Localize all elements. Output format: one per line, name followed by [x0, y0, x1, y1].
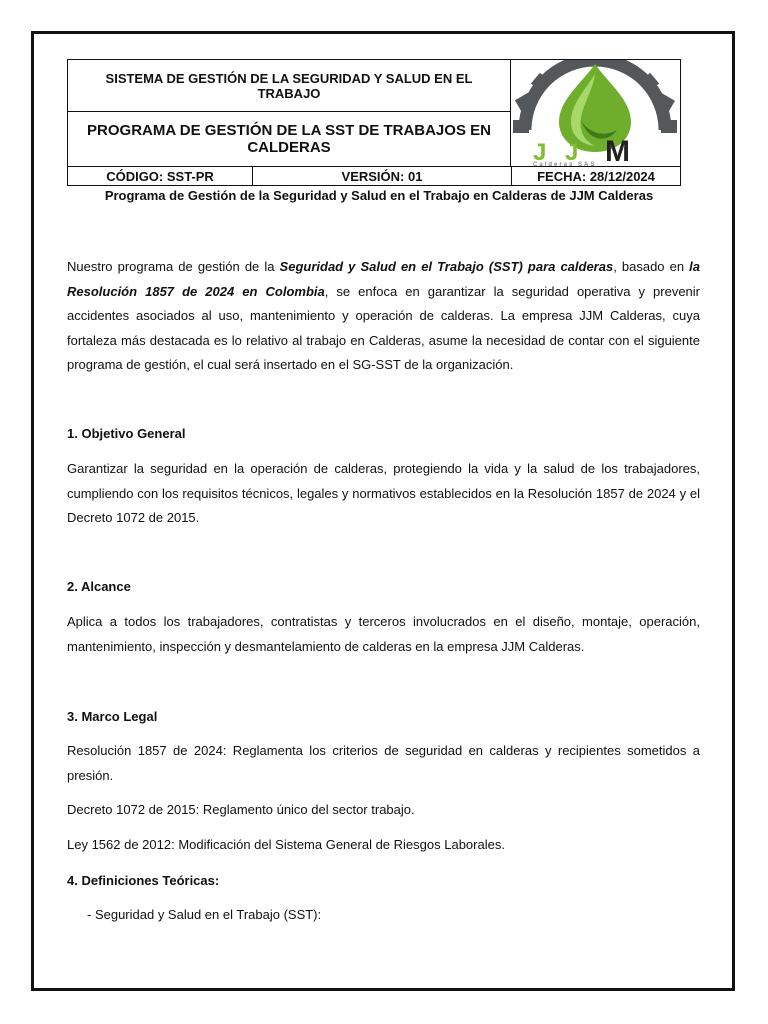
system-title-cell [67, 59, 511, 112]
scope-text: Aplica a todos los trabajadores, contratistas y terceros involucrados en el diseño, montaje, operación, mantenimiento, inspección y desmantelamiento de calderas en la empresa JJM Calderas. [67, 614, 700, 654]
scope-heading: 2. Alcance [67, 579, 131, 594]
document-header-table [67, 59, 681, 186]
version-cell [252, 166, 512, 186]
definitions-heading: 4. Definiciones Teóricas: [67, 873, 220, 888]
document-subtitle: Programa de Gestión de la Seguridad y Salud en el Trabajo en Calderas de JJM Calderas [104, 188, 654, 203]
legal-item: Ley 1562 de 2012: Modificación del Sistema General de Riesgos Laborales. [67, 837, 505, 852]
code-cell [67, 166, 253, 186]
document-version: VERSIÓN: 01 [341, 168, 423, 184]
legal-item: Decreto 1072 de 2015: Reglamento único del sector trabajo. [67, 802, 415, 817]
document-date: FECHA: 28/12/2024 [537, 168, 655, 184]
intro-text-2: , basado en [613, 259, 690, 274]
logo-top-border [510, 59, 681, 60]
intro-bold-1: Seguridad y Salud en el Trabajo (SST) para calderas [279, 259, 614, 274]
intro-bold-2: la Resolución 1857 de 2024 en Colombia [67, 259, 700, 299]
svg-text:J: J [533, 138, 547, 166]
program-title: PROGRAMA DE GESTIÓN DE LA SST DE TRABAJOS EN CALDERAS [87, 122, 491, 156]
intro-paragraph [67, 255, 700, 378]
jjm-calderas-logo [511, 60, 679, 166]
intro-text-3: , se enfoca en garantizar la seguridad operativa y prevenir accidentes asociados al uso, mantenimiento y operación de calderas. La empresa JJM Calderas, cuya fortaleza más destacada es lo relativo al trabajo en Calderas, asume la necesidad de contar con el siguiente programa de gestión, el cual será insertado en el SG-SST de la organización. [67, 283, 701, 372]
objective-heading: 1. Objetivo General [67, 426, 186, 441]
document-code: CÓDIGO: SST-PR [106, 168, 214, 184]
date-cell [511, 166, 681, 186]
objective-text: Garantizar la seguridad en la operación de calderas, protegiendo la vida y la salud de los trabajadores, cumpliendo con los requisitos técnicos, legales y normativos establecidos en la Resolución 1857 de 2024 y el Decreto 1072 de 2015. [67, 461, 700, 525]
svg-text:Calderas SAS: Calderas SAS [533, 161, 597, 166]
system-title: SISTEMA DE GESTIÓN DE LA SEGURIDAD Y SALUD EN EL TRABAJO [105, 70, 473, 101]
legal-heading: 3. Marco Legal [67, 709, 158, 724]
program-title-cell [67, 111, 511, 167]
svg-text:J: J [565, 138, 579, 166]
svg-text:M: M [605, 134, 630, 166]
intro-text-1: Nuestro programa de gestión de la [67, 259, 280, 274]
logo-cell [510, 59, 681, 167]
definition-item: - Seguridad y Salud en el Trabajo (SST): [87, 907, 322, 922]
legal-item: Resolución 1857 de 2024: Reglamenta los criterios de seguridad en calderas y recipientes sometidos a presión. [67, 743, 700, 783]
